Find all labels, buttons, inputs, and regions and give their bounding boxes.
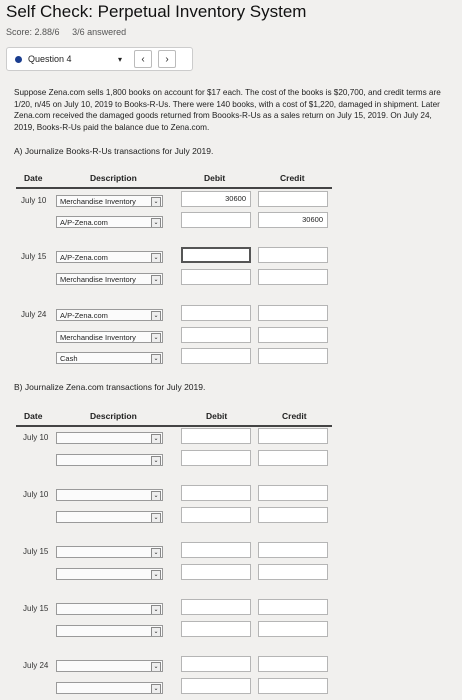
chevron-down-icon[interactable]: ⌄ (151, 605, 161, 615)
chevron-down-icon[interactable]: ⌄ (151, 434, 161, 444)
debit-input[interactable] (181, 599, 251, 615)
account-select[interactable] (56, 251, 163, 263)
account-select[interactable] (56, 489, 163, 501)
credit-input[interactable] (258, 656, 328, 672)
answered-count: 3/6 answered (72, 27, 127, 37)
entry-date: July 10 (21, 196, 47, 205)
chevron-down-icon[interactable]: ⌄ (151, 662, 161, 672)
debit-input[interactable] (181, 269, 251, 285)
entry-date: July 15 (23, 604, 49, 613)
debit-input[interactable]: 30600 (181, 191, 251, 207)
account-select[interactable] (56, 331, 163, 343)
header-description: Description (90, 411, 137, 421)
chevron-down-icon[interactable]: ⌄ (151, 218, 161, 228)
credit-input[interactable] (258, 621, 328, 637)
account-value: Cash (60, 354, 78, 363)
debit-input[interactable] (181, 542, 251, 558)
part-a-header (16, 173, 332, 187)
account-select[interactable] (56, 454, 163, 466)
entry-date: July 24 (23, 661, 49, 670)
credit-input[interactable] (258, 191, 328, 207)
question-selector[interactable] (6, 47, 193, 71)
header-divider (16, 425, 332, 427)
debit-input[interactable] (181, 212, 251, 228)
header-debit: Debit (206, 411, 228, 421)
credit-input[interactable] (258, 564, 328, 580)
credit-input[interactable] (258, 507, 328, 523)
debit-input[interactable] (181, 348, 251, 364)
header-date: Date (24, 411, 43, 421)
credit-input[interactable] (258, 678, 328, 694)
entry-date: July 15 (23, 547, 49, 556)
account-select[interactable] (56, 546, 163, 558)
account-select[interactable] (56, 195, 163, 207)
account-value: Merchandise Inventory (60, 275, 136, 284)
chevron-down-icon[interactable]: ⌄ (151, 333, 161, 343)
chevron-down-icon[interactable]: ⌄ (151, 491, 161, 501)
next-question-button[interactable]: › (158, 50, 176, 68)
chevron-down-icon[interactable]: ⌄ (151, 275, 161, 285)
header-debit: Debit (204, 173, 226, 183)
debit-input[interactable] (181, 247, 251, 263)
header-description: Description (90, 173, 137, 183)
credit-input[interactable] (258, 348, 328, 364)
prev-question-button[interactable]: ‹ (134, 50, 152, 68)
header-credit: Credit (282, 411, 307, 421)
entry-date: July 10 (23, 490, 49, 499)
account-select[interactable] (56, 273, 163, 285)
status-dot-icon (15, 56, 22, 63)
problem-text: Suppose Zena.com sells 1,800 books on account for $17 each. The cost of the books is $20,700, and credit terms are 1/20, n/45 on July 10, 2019 to Books-R-Us. There were 140 books, with a cost of $1,220, damaged in shipment. Later Zena.com received the damaged goods returned from Boooks-R-Us as a sales return on July 15, 2019. On July 24, 2019, Books-R-Us paid the balance due to Zena.com. (14, 88, 441, 132)
header-credit: Credit (280, 173, 305, 183)
chevron-down-icon[interactable]: ▾ (118, 54, 123, 64)
credit-input[interactable] (258, 542, 328, 558)
account-select[interactable] (56, 309, 163, 321)
question-label: Question 4 (28, 54, 72, 64)
account-select[interactable] (56, 682, 163, 694)
account-select[interactable] (56, 568, 163, 580)
account-value: A/P-Zena.com (60, 218, 108, 227)
credit-input[interactable] (258, 305, 328, 321)
entry-date: July 24 (21, 310, 47, 319)
part-b-label: B) Journalize Zena.com transactions for July 2019. (14, 382, 206, 392)
chevron-down-icon[interactable]: ⌄ (151, 627, 161, 637)
account-value: A/P-Zena.com (60, 311, 108, 320)
account-select[interactable] (56, 625, 163, 637)
chevron-down-icon[interactable]: ⌄ (151, 513, 161, 523)
chevron-down-icon[interactable]: ⌄ (151, 354, 161, 364)
account-value: A/P-Zena.com (60, 253, 108, 262)
credit-input[interactable]: 30600 (258, 212, 328, 228)
debit-input[interactable] (181, 305, 251, 321)
chevron-down-icon[interactable]: ⌄ (151, 456, 161, 466)
chevron-down-icon[interactable]: ⌄ (151, 311, 161, 321)
credit-input[interactable] (258, 327, 328, 343)
score-line (6, 27, 136, 37)
credit-input[interactable] (258, 428, 328, 444)
credit-input[interactable] (258, 485, 328, 501)
chevron-down-icon[interactable]: ⌄ (151, 197, 161, 207)
chevron-down-icon[interactable]: ⌄ (151, 570, 161, 580)
score-text: Score: 2.88/6 (6, 27, 60, 37)
account-select[interactable] (56, 511, 163, 523)
debit-input[interactable] (181, 678, 251, 694)
part-a-label: A) Journalize Books-R-Us transactions for July 2019. (14, 146, 214, 156)
entry-date: July 15 (21, 252, 47, 261)
account-select[interactable] (56, 352, 163, 364)
debit-input[interactable] (181, 327, 251, 343)
debit-input[interactable] (181, 485, 251, 501)
credit-input[interactable] (258, 247, 328, 263)
chevron-down-icon[interactable]: ⌄ (151, 684, 161, 694)
account-select[interactable] (56, 216, 163, 228)
debit-input[interactable] (181, 450, 251, 466)
debit-input[interactable] (181, 656, 251, 672)
account-value: Merchandise Inventory (60, 197, 136, 206)
chevron-down-icon[interactable]: ⌄ (151, 253, 161, 263)
account-select[interactable] (56, 432, 163, 444)
credit-input[interactable] (258, 450, 328, 466)
page-title: Self Check: Perpetual Inventory System (6, 2, 307, 21)
account-select[interactable] (56, 603, 163, 615)
header-date: Date (24, 173, 43, 183)
account-value: Merchandise Inventory (60, 333, 136, 342)
credit-input[interactable] (258, 599, 328, 615)
debit-input[interactable] (181, 507, 251, 523)
chevron-down-icon[interactable]: ⌄ (151, 548, 161, 558)
part-b-header (16, 411, 332, 425)
header-divider (16, 187, 332, 189)
debit-input[interactable] (181, 564, 251, 580)
debit-input[interactable] (181, 621, 251, 637)
entry-date: July 10 (23, 433, 49, 442)
account-select[interactable] (56, 660, 163, 672)
debit-input[interactable] (181, 428, 251, 444)
credit-input[interactable] (258, 269, 328, 285)
